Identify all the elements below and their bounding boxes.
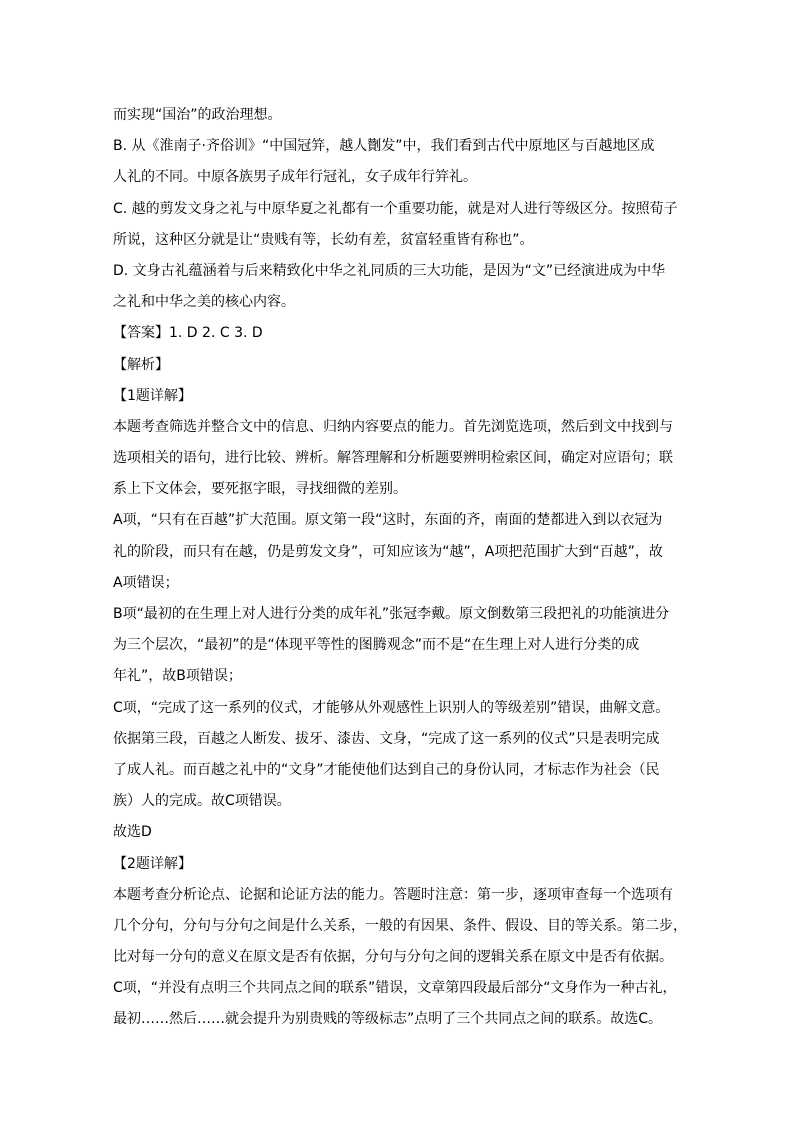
text-line: 年礼”，故B项错误； [113, 668, 242, 685]
text-line: 礼的阶段，而只有在越，仍是剪发文身”，可知应该为“越”，A项把范围扩大到“百越”，故 [113, 543, 663, 560]
text-line: 所说，这种区分就是让“贵贱有等，长幼有差，贫富轻重皆有称也”。 [113, 231, 534, 248]
text-line: 几个分句，分句与分句之间是什么关系，一般的有因果、条件、假设、目的等关系。第二步， [113, 917, 687, 934]
text-line: 为三个层次，“最初”的是“体现平等性的图腾观念”而不是“在生理上对人进行分类的成 [113, 637, 640, 654]
text-line: 选项相关的语句，进行比较、辨析。解答理解和分析题要辨明检索区间，确定对应语句；联 [113, 450, 673, 467]
text-line: A项，“只有在百越”扩大范围。原文第一段“这时，东面的齐，南面的楚都进入到以衣冠为 [113, 512, 663, 529]
text-line: 之礼和中华之美的核心内容。 [113, 294, 295, 311]
text-line: 而实现“国治”的政治理想。 [113, 107, 282, 123]
text-line: 了成人礼。而百越之礼中的“文身”才能使他们达到自己的身份认同，才标志作为社会（民 [113, 761, 660, 778]
text-line: 依据第三段，百越之人断发、拔牙、漆齿、文身，“完成了这一系列的仪式”只是表明完成 [113, 730, 660, 747]
text-line: C项，“并没有点明三个共同点之间的联系”错误，文章第四段最后部分“文身作为一种古礼， [113, 980, 677, 997]
text-line: 系上下文体会，要死抠字眼，寻找细微的差别。 [113, 481, 407, 498]
text-line: A项错误； [113, 574, 179, 591]
text-line: 人礼的不同。中原各族男子成年行冠礼，女子成年行笄礼。 [113, 169, 477, 186]
analysis-heading: 【解析】 [113, 356, 169, 373]
text-line: 比对每一分句的意义在原文是否有依据，分句与分句之间的逻辑关系在原文中是否有依据。 [113, 949, 673, 966]
text-line: 故选D [113, 824, 152, 841]
q1-heading: 【1题详解】 [113, 387, 192, 404]
text-line: B项“最初的在生理上对人进行分类的成年礼”张冠李戴。原文倒数第三段把礼的功能演进分 [113, 606, 670, 622]
text-line: B. 从《淮南子·齐俗训》“中国冠笄，越人劗发”中，我们看到古代中原地区与百越地区成 [113, 138, 655, 155]
text-line: 本题考查筛选并整合文中的信息、归纳内容要点的能力。首先浏览选项，然后到文中找到与 [113, 418, 673, 435]
text-line: C项，“完成了这一系列的仪式，才能够从外观感性上识别人的等级差别”错误，曲解文意。 [113, 699, 670, 716]
text-line: 本题考查分析论点、论据和论证方法的能力。答题时注意：第一步，逐项审查每一个选项有 [113, 886, 673, 903]
document-body [113, 100, 687, 1036]
text-line: C. 越的剪发文身之礼与中原华夏之礼都有一个重要功能，就是对人进行等级区分。按照荀子 [113, 200, 678, 217]
text-line: 族）人的完成。故C项错误。 [113, 793, 291, 810]
answer-line: 【答案】1. D 2. C 3. D [113, 325, 263, 342]
q2-heading: 【2题详解】 [113, 855, 192, 872]
text-line: 最初……然后……就会提升为别贵贱的等级标志”点明了三个共同点之间的联系。故选C。 [113, 1011, 663, 1028]
text-line: D. 文身古礼蕴涵着与后来精致化中华之礼同质的三大功能，是因为“文”已经演进成为中华 [113, 262, 666, 279]
